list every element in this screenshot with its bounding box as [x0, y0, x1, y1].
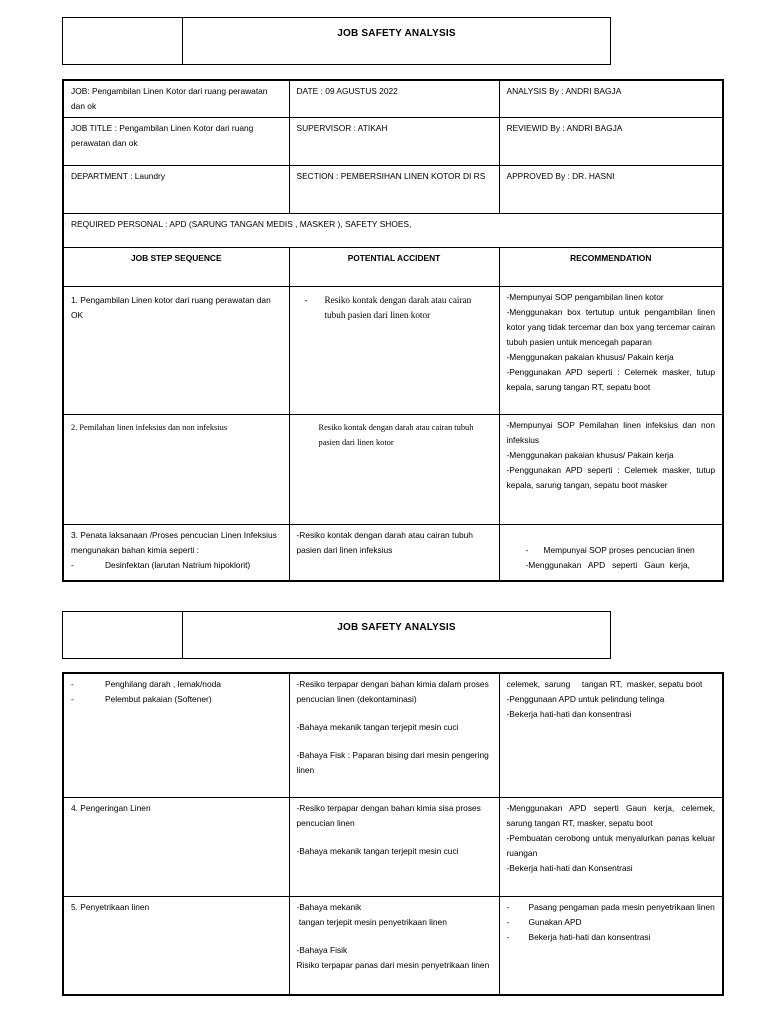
rec-line: -Menggunakan pakaian khusus/ Pakain kerja	[506, 450, 674, 460]
dash: -	[506, 916, 510, 927]
section-cell: SECTION : PEMBERSIHAN LINEN KOTOR DI RS	[289, 166, 499, 214]
table-row	[63, 415, 723, 525]
rec-line: -Penggunakan APD seperti : Celemek masker, tutup kepala, sarung tangan, sepatu boot masker	[506, 465, 715, 490]
accident-cell	[289, 415, 499, 525]
step-sub-text: Penghilang darah , lemak/noda	[105, 679, 221, 689]
step-text: 4. Pengeringan Linen	[71, 802, 151, 813]
step-text: 2. Pemilahan linen infeksius dan non infeksius	[71, 423, 228, 432]
reviewed-cell: REVIEWID By : ANDRI BAGJA	[499, 118, 723, 166]
step-sub-text: Desinfektan (larutan Natrium hipoklorit)	[105, 560, 251, 570]
accident-text: -Bahaya mekanik	[296, 901, 362, 912]
job-cell: JOB: Pengambilan Linen Kotor dari ruang perawatan dan ok	[63, 80, 289, 118]
rec-line: Pasang pengaman pada mesin penyetrikaan linen	[528, 901, 715, 912]
info-row	[63, 118, 723, 166]
rec-line: Bekerja hati-hati dan konsentrasi	[528, 931, 651, 942]
step-cell	[63, 287, 289, 415]
jsa-title-box-2	[62, 611, 611, 659]
accident-cell	[289, 673, 499, 797]
table-row	[63, 525, 723, 581]
rec-line: Mempunyai SOP proses pencucian linen	[543, 545, 695, 555]
accident-text: -Resiko terpapar dengan bahan kimia dalam proses pencucian linen (dekontaminasi)	[296, 679, 489, 704]
accident-cell	[289, 287, 499, 415]
approved-cell: APPROVED By : DR. HASNI	[499, 166, 723, 214]
analysis-cell: ANALYSIS By : ANDRI BAGJA	[499, 80, 723, 118]
rec-item	[507, 543, 716, 558]
rec-line: -Menggunakan box tertutup untuk pengambilan linen kotor yang tidak tercemar dan box yang tercemar cairan tubuh pasien untuk mencegah paparan	[506, 307, 715, 347]
accident-text: -Bahaya Fisik	[296, 944, 348, 955]
dash: -	[71, 679, 74, 689]
rec-item	[507, 900, 716, 915]
rec-line: -Mempunyai SOP Pemilahan linen infeksius dan non infeksius	[506, 420, 715, 445]
step-cell	[63, 896, 289, 995]
logo-placeholder	[63, 18, 183, 64]
page-title: JOB SAFETY ANALYSIS	[337, 622, 456, 633]
rec-line: -Bekerja hati-hati dan Konsentrasi	[506, 862, 633, 873]
info-row	[63, 166, 723, 214]
rec-item	[507, 930, 716, 945]
column-header-row	[63, 248, 723, 287]
accident-text: tangan terjepit mesin penyetrikaan linen	[296, 916, 447, 927]
step-sub-item	[71, 558, 282, 573]
accident-cell	[289, 797, 499, 896]
accident-text: -Resiko kontak dengan darah atau cairan tubuh pasien dari linen infeksius	[296, 530, 473, 555]
accident-item: - Resiko kontak dengan darah atau cairan tubuh pasien dari linen kotor	[297, 290, 492, 323]
rec-line: -Penggunakan APD seperti : Celemek masker, tutup kepala, sarung tangan RT, sepatu boot	[506, 367, 715, 392]
rec-line: -Menggunakan APD seperti Gaun kerja,	[525, 560, 690, 570]
jsa-table-2	[62, 672, 724, 996]
rec-item	[507, 915, 716, 930]
dash: -	[506, 931, 510, 942]
accident-text: -Bahaya mekanik tangan terjepit mesin cuci	[296, 845, 459, 856]
step-cell	[63, 797, 289, 896]
recommendation-cell	[499, 525, 723, 581]
jsa-table-1	[62, 79, 724, 582]
recommendation-cell	[499, 797, 723, 896]
rec-line: -Menggunakan pakaian khusus/ Pakain kerja	[506, 352, 674, 362]
logo-placeholder	[63, 612, 183, 658]
accident-cell	[289, 896, 499, 995]
supervisor-cell: SUPERVISOR : ATIKAH	[289, 118, 499, 166]
col-header-recommendation: RECOMMENDATION	[499, 248, 723, 287]
step-sub-item	[71, 692, 282, 707]
col-header-accident: POTENTIAL ACCIDENT	[289, 248, 499, 287]
rec-line: -Pembuatan cerobong untuk menyalurkan panas keluar ruangan	[506, 832, 715, 858]
jsa-title-box-1	[62, 17, 611, 65]
table-row	[63, 896, 723, 995]
step-cell	[63, 415, 289, 525]
accident-text: -Bahaya mekanik tangan terjepit mesin cuci	[296, 722, 459, 732]
step-text: 1. Pengambilan Linen kotor dari ruang perawatan dan OK	[71, 295, 271, 320]
accident-text: Resiko kontak dengan darah atau cairan tubuh pasien dari linen kotor	[324, 295, 472, 320]
rec-line: -Penggunaan APD untuk pelindung telinga	[506, 694, 665, 704]
accident-text: -Bahaya Fisk : Paparan bising dari mesin pengering linen	[296, 750, 489, 775]
rec-line: celemek, sarung tangan RT, masker, sepatu boot	[506, 679, 703, 689]
table-row	[63, 287, 723, 415]
dash: -	[525, 545, 529, 555]
dash: -	[71, 560, 74, 570]
step-sub-text: Pelembut pakaian (Softener)	[105, 694, 212, 704]
accident-text: Risiko terpapar panas dari mesin penyetrikaan linen	[296, 959, 490, 970]
job-title-cell: JOB TITLE : Pengambilan Linen Kotor dari ruang perawatan dan ok	[63, 118, 289, 166]
required-personal-cell: REQUIRED PERSONAL : APD (SARUNG TANGAN MEDIS , MASKER ), SAFETY SHOES,	[63, 214, 723, 248]
recommendation-cell	[499, 673, 723, 797]
rec-line: Gunakan APD	[528, 916, 582, 927]
step-cell	[63, 525, 289, 581]
step-cell	[63, 673, 289, 797]
rec-line: -Menggunakan APD seperti Gaun kerja, celemek, sarung tangan RT, masker, sepatu boot	[506, 802, 715, 828]
department-cell: DEPARTMENT : Laundry	[63, 166, 289, 214]
rec-line: -Mempunyai SOP pengambilan linen kotor	[506, 292, 664, 302]
table-row	[63, 797, 723, 896]
table-row	[63, 673, 723, 797]
accident-text: -Resiko terpapar dengan bahan kimia sisa proses pencucian linen	[296, 802, 481, 828]
rec-line: -Bekerja hati-hati dan konsentrasi	[506, 709, 632, 719]
page-title: JOB SAFETY ANALYSIS	[337, 28, 456, 39]
recommendation-cell	[499, 415, 723, 525]
date-cell: DATE : 09 AGUSTUS 2022	[289, 80, 499, 118]
recommendation-cell	[499, 896, 723, 995]
required-row	[63, 214, 723, 248]
recommendation-cell	[499, 287, 723, 415]
step-sub-item	[71, 677, 282, 692]
dash: -	[71, 694, 74, 704]
accident-cell	[289, 525, 499, 581]
col-header-step: JOB STEP SEQUENCE	[63, 248, 289, 287]
accident-text: Resiko kontak dengan darah atau cairan tubuh pasien dari linen kotor	[318, 423, 474, 447]
info-row	[63, 80, 723, 118]
step-text: 3. Penata laksanaan /Proses pencucian Linen Infeksius mengunakan bahan kimia seperti :	[71, 530, 277, 555]
dash: -	[506, 901, 510, 912]
step-text: 5. Penyetrikaan linen	[71, 901, 150, 912]
